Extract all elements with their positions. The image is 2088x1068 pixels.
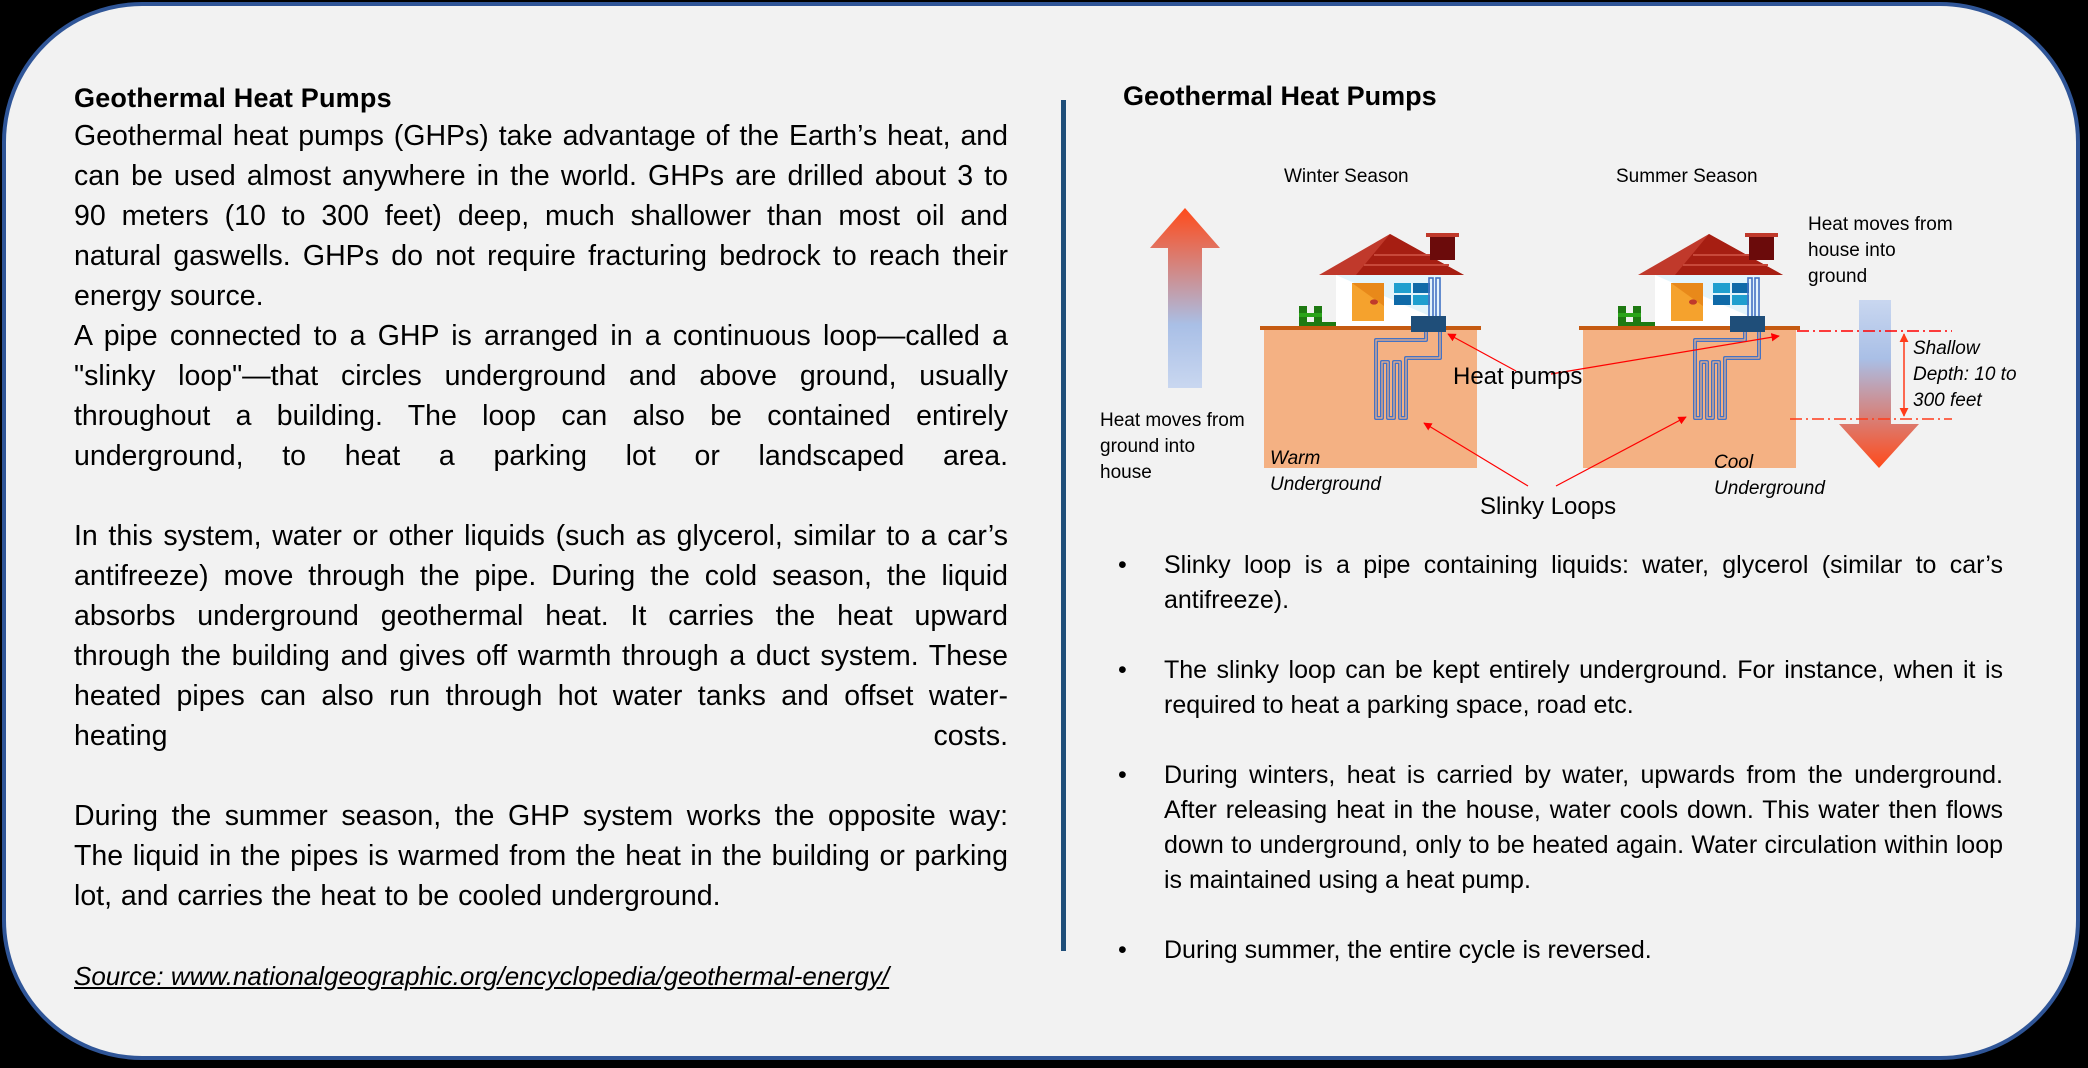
bullet-dot-icon: • xyxy=(1118,761,1127,789)
right-title: Geothermal Heat Pumps xyxy=(1123,81,1437,111)
summer-arrow-caption-line2: house into xyxy=(1808,240,1896,261)
winter-arrow-caption-line2: ground into xyxy=(1100,436,1196,457)
bullet-item xyxy=(1118,933,2003,968)
warm-underground-line1: Warm xyxy=(1270,448,1321,469)
paragraph-system: In this system, water or other liquids (such as glycerol, similar to a car’s antifreeze) move through the pipe. During the cold season, the liquid absorbs underground geothermal heat. It carries the heat upward through the building and gives off warmth through a duct system. These heated pipes can also run through hot water tanks and offset water-heating costs. xyxy=(74,520,1008,752)
geothermal-diagram xyxy=(1086,156,2086,536)
winter-arrow-caption-line1: Heat moves from xyxy=(1100,410,1245,431)
bullet-dot-icon: • xyxy=(1118,656,1127,684)
warm-underground-line2: Underground xyxy=(1270,474,1381,495)
bullet-text: The slinky loop can be kept entirely underground. For instance, when it is required to heat a parking space, road etc. xyxy=(1164,656,2003,719)
bullet-list xyxy=(1118,548,2003,1003)
bullet-dot-icon: • xyxy=(1118,551,1127,579)
summer-season-label: Summer Season xyxy=(1616,166,1758,187)
paragraph-slinky-loop: A pipe connected to a GHP is arranged in a continuous loop—called a "slinky loop"—that circles underground and above ground, usually throughout a building. The loop can also be contained entirely underground, to heat a parking lot or landscaped area. xyxy=(74,320,1008,472)
bullet-item xyxy=(1118,548,2003,618)
source-link[interactable]: Source: www.nationalgeographic.org/encyclopedia/geothermal-energy/ xyxy=(74,961,890,991)
paragraph-summer: During the summer season, the GHP system works the opposite way: The liquid in the pipes is warmed from the heat in the building or parking lot, and carries the heat to be cooled underground. xyxy=(74,800,1008,912)
column-divider xyxy=(1061,100,1066,951)
bullet-dot-icon: • xyxy=(1118,936,1127,964)
bullet-text: During winters, heat is carried by water, upwards from the underground. After releasing heat in the house, water cools down. This water then flows down to underground, only to be heated again. Water circulation within loop is maintained using a heat pump. xyxy=(1164,761,2003,894)
winter-season-label: Winter Season xyxy=(1284,166,1409,187)
bullet-item xyxy=(1118,758,2003,898)
winter-heat-up-arrow-icon xyxy=(1150,208,1220,388)
winter-arrow-caption-line3: house xyxy=(1100,462,1152,483)
heat-pumps-label: Heat pumps xyxy=(1453,363,1583,390)
left-title: Geothermal Heat Pumps xyxy=(74,83,392,113)
bullet-text: During summer, the entire cycle is reversed. xyxy=(1164,936,1652,964)
depth-label-line3: 300 feet xyxy=(1913,390,1982,411)
summer-heat-down-arrow-icon xyxy=(1839,300,1919,468)
summer-arrow-caption-line1: Heat moves from xyxy=(1808,214,1953,235)
depth-label-line1: Shallow xyxy=(1913,338,1980,359)
winter-house-icon xyxy=(1260,233,1481,468)
depth-label-line2: Depth: 10 to xyxy=(1913,364,2017,385)
bullet-item xyxy=(1118,653,2003,723)
slinky-loops-label: Slinky Loops xyxy=(1480,493,1617,520)
summer-arrow-caption-line3: ground xyxy=(1808,266,1868,287)
bullet-text: Slinky loop is a pipe containing liquids: water, glycerol (similar to car’s antifreeze). xyxy=(1164,551,2003,614)
slide-panel xyxy=(2,2,2080,1060)
cool-underground-line2: Underground xyxy=(1714,478,1825,499)
cool-underground-line1: Cool xyxy=(1714,452,1754,473)
left-column xyxy=(74,80,1008,996)
paragraph-intro: Geothermal heat pumps (GHPs) take advantage of the Earth’s heat, and can be used almost anywhere in the world. GHPs are drilled about 3 to 90 meters (10 to 300 feet) deep, much shallower than most oil and natural gaswells. GHPs do not require fracturing bedrock to reach their energy source. xyxy=(74,120,1008,312)
